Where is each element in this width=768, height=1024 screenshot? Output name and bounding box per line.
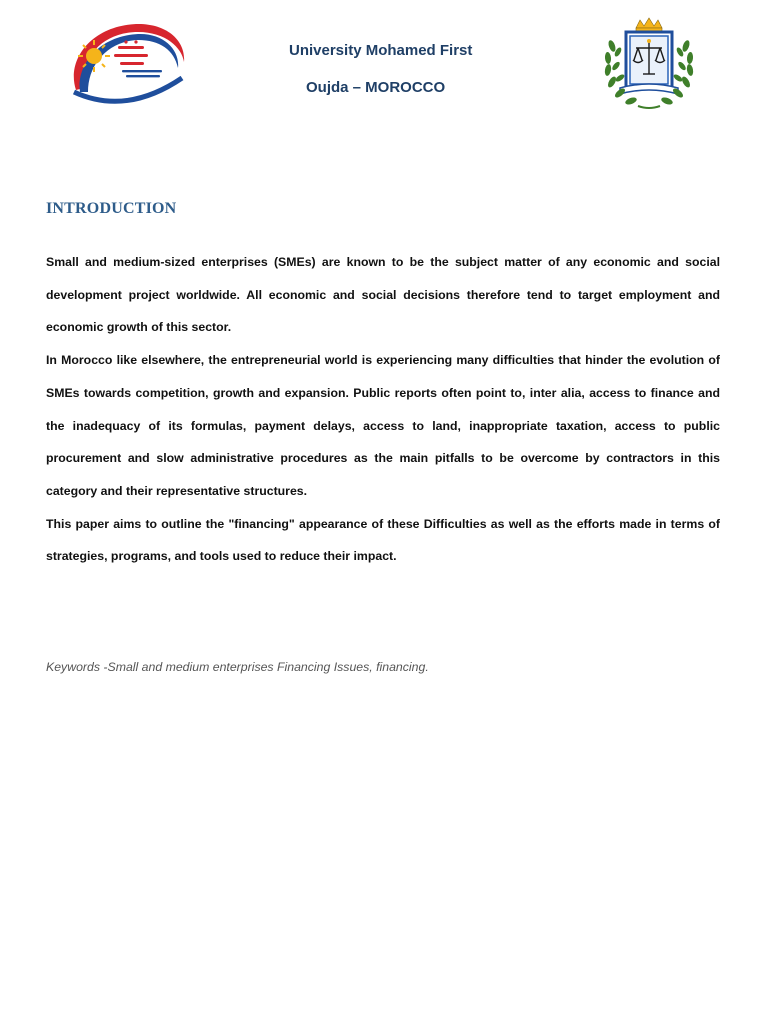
university-name: University Mohamed First [289, 42, 473, 59]
paragraph-1: Small and medium-sized enterprises (SMEs) are known to be the subject matter of any economic and social development project worldwide. All economic and social decisions therefore tend to target employment and economic growth of this sector. [46, 255, 720, 335]
keywords-line: Keywords -Small and medium enterprises Financing Issues, financing. [46, 660, 429, 674]
section-heading: INTRODUCTION [46, 200, 177, 217]
introduction-body [46, 246, 720, 573]
faculty-scales-laurel-logo-icon [598, 16, 700, 114]
university-sun-logo-icon [66, 20, 188, 108]
paragraph-3: This paper aims to outline the "financing" appearance of these Difficulties as well as the efforts made in terms of strategies, programs, and tools used to reduce their impact. [46, 516, 720, 564]
university-city: Oujda – MOROCCO [306, 79, 446, 96]
paragraph-2: In Morocco like elsewhere, the entrepreneurial world is experiencing many difficulties that hinder the evolution of SMEs towards competition, growth and expansion. Public reports often point to, inter alia, access to finance and the inadequacy of its formulas, payment delays, access to land, inappropriate taxation, access to public procurement and slow administrative procedures as the main pitfalls to be overcome by contractors in this category and their representative structures. [46, 353, 720, 498]
